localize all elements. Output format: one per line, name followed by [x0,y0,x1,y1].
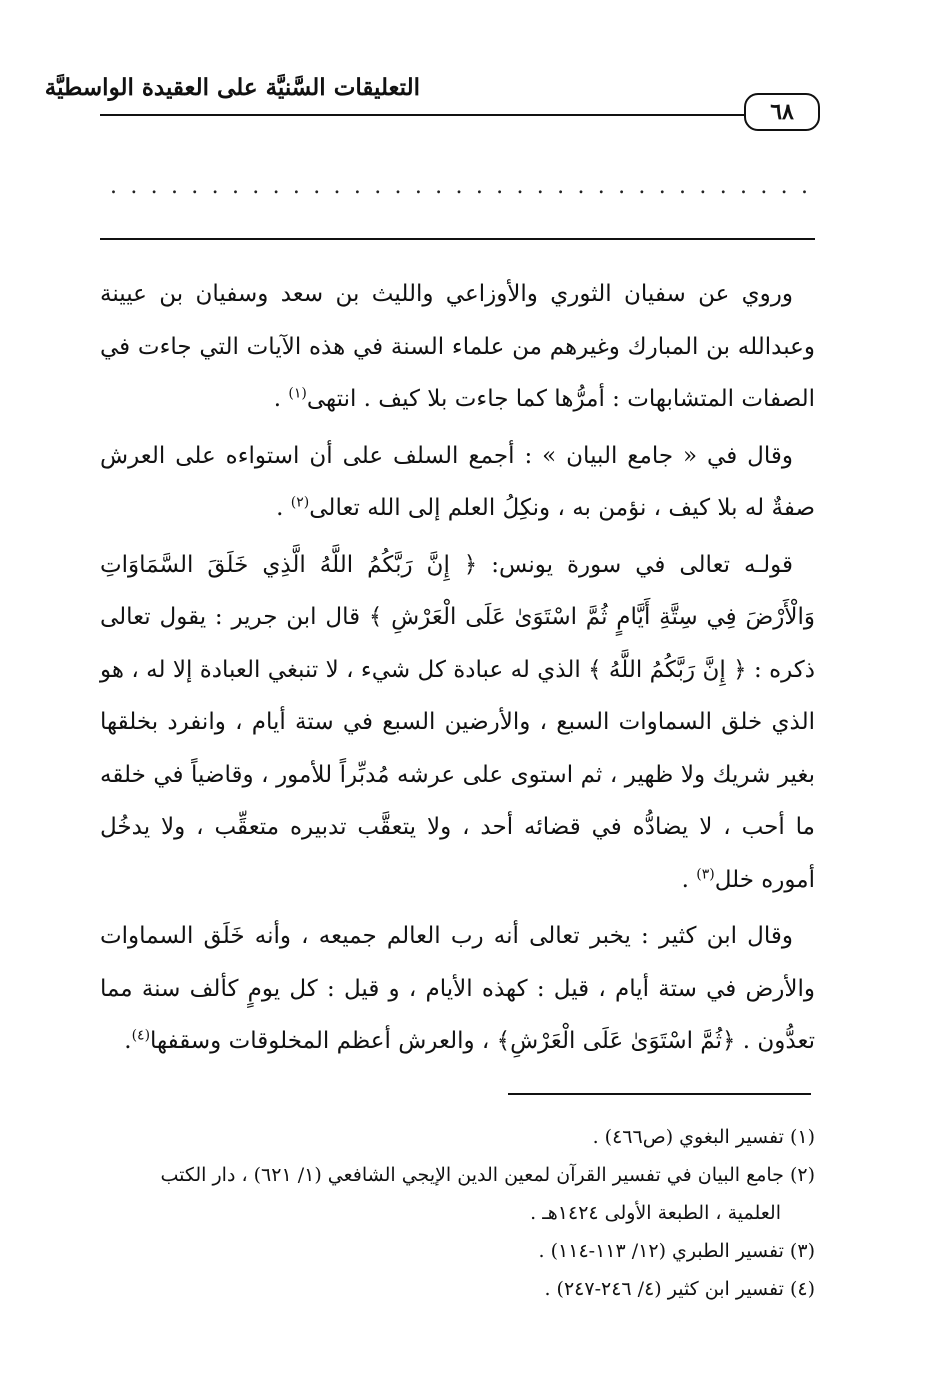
quran-verse-3: ﴿ثُمَّ اسْتَوَىٰ عَلَى الْعَرْشِ﴾ [496,1028,736,1054]
footnote-2-continuation: العلمية ، الطبعة الأولى ١٤٢٤هـ . [530,1202,781,1224]
footnote-2: (٢) جامع البيان في تفسير القرآن لمعين الدين الإيجي الشافعي (١/ ٦٢١) ، دار الكتب [160,1164,815,1186]
page-number: ٦٨ [770,99,794,125]
paragraph-3-end: . [681,866,697,893]
footnote-1: (١) تفسير البغوي (ص٤٦٦) . [592,1126,815,1148]
paragraph-4-tail: ، والعرش أعظم المخلوقات وسقفها [150,1028,497,1054]
footnote-ref-2: (٢) [290,494,310,511]
paragraph-4 [100,910,815,1068]
page-number-badge [744,93,820,131]
footnote-ref-1: (١) [288,385,307,402]
footnotes [100,1118,815,1308]
running-title: التعليقات السَّنيَّة على العقيدة الواسطيَّة [44,74,420,101]
paragraph-1-text: وروي عن سفيان الثوري والأوزاعي والليث بن سعد وسفيان بن عيينة وعبدالله بن المبارك وغيرهم من علماء السنة في هذه الآيات التي جاءت في الصفات المتشابهات : أمرُّها كما جاءت بلا كيف . انتهى [100,281,815,412]
paragraph-2-end: . [276,495,291,521]
paragraph-4-text: وقال ابن كثير : يخبر تعالى أنه رب العالم جميعه ، وأنه خَلَق السماوات والأرض في ستة أيام ، قيل : كهذه الأيام ، و قيل : كل يومٍ كألف سنة مما تعدُّون . [100,923,815,1054]
paragraph-3-body: الذي له عبادة كل شيء ، لا تنبغي العبادة إلا له ، هو الذي خلق السماوات السبع ، والأرضين السبع في ستة أيام ، وانفرد بخلقها بغير شريك ولا ظهير ، ثم استوى على عرشه مُدبِّراً للأمور ، وقاضياً في خلقه ما أحب ، لا يضادُّه في قضائه أحد ، ولا يتعقَّب تدبيره متعقِّب ، ولا يدخُل أموره خلل [100,656,815,893]
footnote-4: (٤) تفسير ابن كثير (٤/ ٢٤٦-٢٤٧) . [544,1278,815,1300]
paragraph-3-mid: قال ابن جرير : يقول تعالى ذكره : [100,604,815,683]
footnote-3: (٣) تفسير الطبري (١٢/ ١١٣-١١٤) . [538,1240,815,1262]
footnote-rule [508,1093,811,1095]
top-rule [100,238,815,240]
footnote-ref-3: (٣) [696,865,715,882]
paragraph-3-intro: قولـه تعالى في سورة يونس: [477,551,793,578]
quran-verse-2: ﴿ إِنَّ رَبَّكُمُ اللَّهُ ﴾ [588,656,747,683]
dotted-separator: . . . . . . . . . . . . . . . . . . . . . . . . . . . . . . . . . . . [110,174,810,199]
footnote-ref-4: (٤) [131,1027,151,1044]
main-text [100,268,815,1072]
paragraph-3 [100,539,815,907]
header-rule [100,114,750,116]
paragraph-2-text: وقال في « جامع البيان » : أجمع السلف على أن استواءه على العرش صفةٌ له بلا كيف ، نؤمن به ، ونكِلُ العلم إلى الله تعالى [100,442,815,521]
quran-verse-1: ﴿ إِنَّ رَبَّكُمُ اللَّهُ الَّذِي خَلَقَ السَّمَاوَاتِ وَالْأَرْضَ فِي سِتَّةِ أَيَّامٍ ثُمَّ اسْتَوَىٰ عَلَى الْعَرْشِ ﴾ [100,551,815,630]
paragraph-4-end: . [124,1028,132,1054]
paragraph-1 [100,268,815,426]
paragraph-1-end: . [273,386,289,412]
paragraph-2 [100,430,815,535]
